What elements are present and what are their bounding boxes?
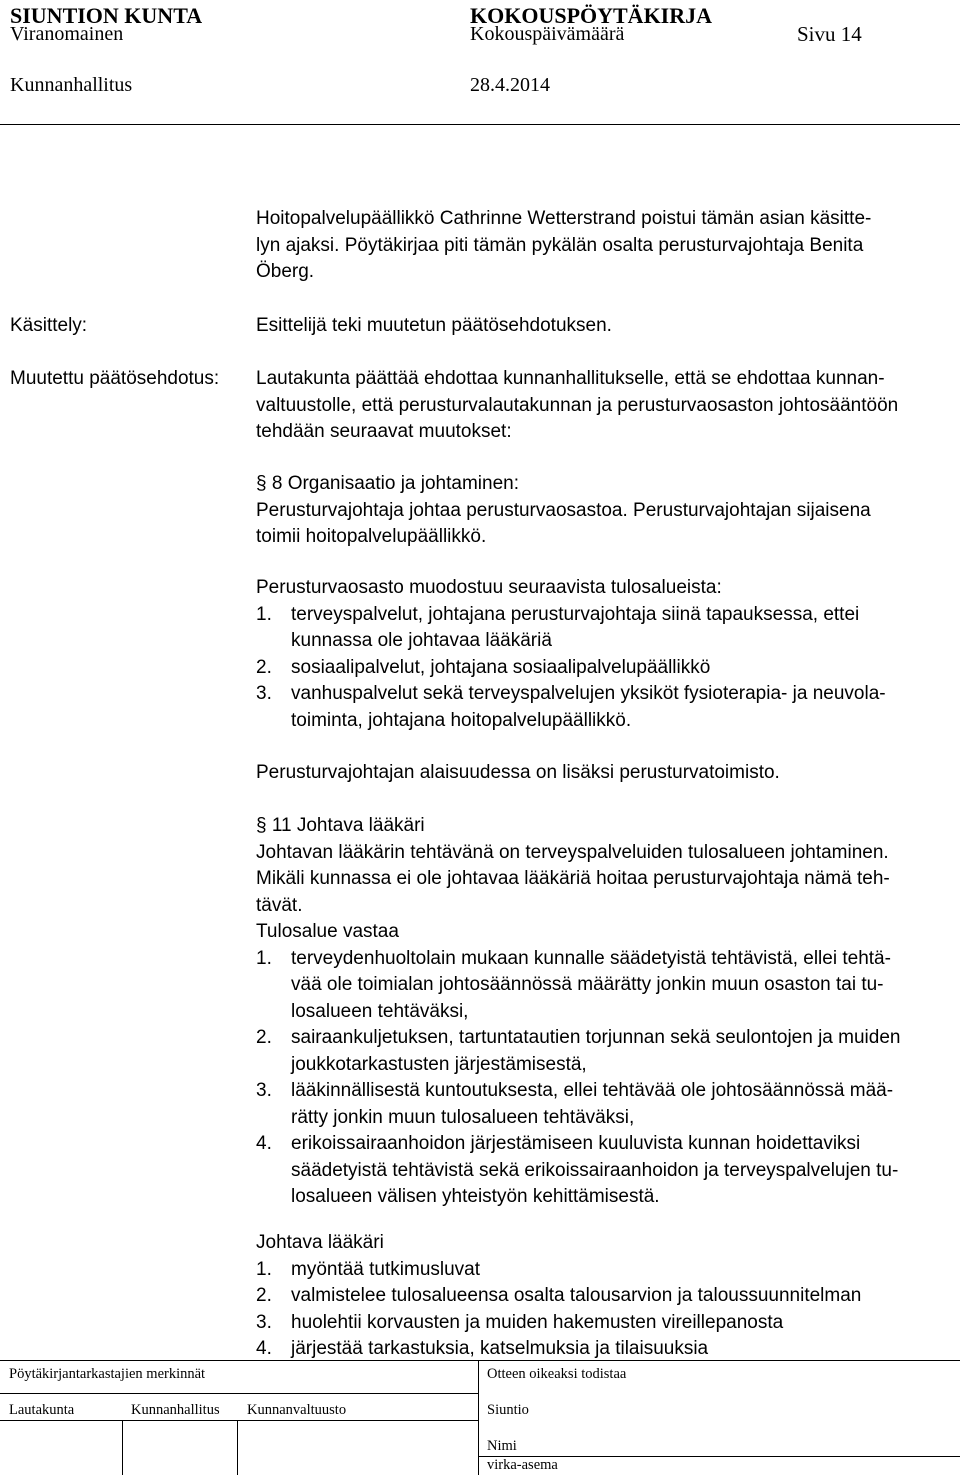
list-text: valmistelee tulosalueensa osalta talousarvion ja taloussuunnitelman	[291, 1285, 862, 1306]
kasittely-line: Esittelijä teki muutetun päätösehdotuksen.	[256, 315, 612, 336]
list-text-cont: toiminta, johtajana hoitopalvelupäällikkö.	[291, 709, 632, 731]
date-label: Kokouspäivämäärä	[470, 23, 625, 45]
proposal-line: tehdään seuraavat muutokset:	[256, 421, 512, 442]
list-text: erikoissairaanhoidon järjestämiseen kuuluvista kunnan hoidettaviksi	[291, 1133, 861, 1154]
list-number: 4.	[256, 1338, 272, 1359]
subordinate-text	[256, 760, 946, 787]
section-11-line: Johtavan lääkärin tehtävänä on terveyspalveluiden tulosalueen johtaminen.	[256, 841, 889, 863]
list-number: 1.	[256, 603, 272, 625]
list-text: vanhuspalvelut sekä terveyspalvelujen yksiköt fysioterapia- ja neuvola-	[291, 683, 886, 704]
list-text: järjestää tarkastuksia, katselmuksia ja tilaisuuksia	[291, 1338, 709, 1359]
list-text-cont: joukkotarkastusten järjestämisestä,	[291, 1053, 587, 1075]
section-8-line: toimii hoitopalvelupäällikkö.	[256, 526, 487, 547]
title-label: virka-asema	[487, 1457, 558, 1473]
list-number: 2.	[256, 1285, 272, 1306]
footer-top-rule	[0, 1360, 960, 1361]
list-item	[256, 602, 946, 629]
chief-physician-block	[256, 1230, 946, 1363]
list-number: 2.	[256, 656, 272, 678]
list-number: 1.	[256, 947, 272, 969]
place-label: Siuntio	[487, 1402, 529, 1418]
list-number: 3.	[256, 683, 272, 704]
list-item	[256, 1283, 946, 1310]
document-type: KOKOUSPÖYTÄKIRJA	[470, 3, 713, 28]
footer-divider	[478, 1360, 479, 1475]
list-text: lääkinnällisestä kuntoutuksesta, ellei tehtävää ole johtosäännössä mää-	[291, 1080, 894, 1101]
subordinate-line: Perusturvajohtajan alaisuudessa on lisäksi perusturvatoimisto.	[256, 762, 780, 783]
list-text: huolehtii korvausten ja muiden hakemusten vireillepanosta	[291, 1311, 784, 1333]
intro-line: Öberg.	[256, 261, 315, 282]
list-item	[256, 1257, 946, 1284]
reviewers-label: Pöytäkirjantarkastajien merkinnät	[9, 1366, 206, 1382]
kasittely-text	[256, 313, 946, 340]
proposal-line: Lautakunta päättää ehdottaa kunnanhallitukselle, että se ehdottaa kunnan-	[256, 368, 885, 389]
list-number: 1.	[256, 1258, 272, 1280]
section-8-line: Perusturvajohtaja johtaa perusturvaosastoa. Perusturvajohtajan sijaisena	[256, 499, 871, 521]
meeting-date: 28.4.2014	[470, 74, 550, 96]
list-text: sairaankuljetuksen, tartuntatautien torjunnan sekä seulontojen ja muiden	[291, 1027, 901, 1048]
list-text-cont: rätty jonkin muun tulosalueen tehtäväksi,	[291, 1106, 635, 1128]
list-number: 2.	[256, 1027, 272, 1048]
footer-cell-divider	[237, 1420, 238, 1475]
list-text-cont: säädetyistä tehtävistä sekä erikoissairaanhoidon ja terveyspalvelujen tu-	[291, 1159, 899, 1181]
list-text-cont: losalueen tehtäväksi,	[291, 1000, 469, 1022]
section-8	[256, 471, 946, 551]
responsible-label: Tulosalue vastaa	[256, 921, 399, 942]
proposal-paragraph	[256, 366, 946, 446]
org-name: SIUNTION KUNTA	[10, 3, 203, 28]
proposal-label: Muutettu päätösehdotus:	[10, 368, 220, 389]
list-text-cont: losalueen välisen yhteistyön kehittämisestä.	[291, 1186, 660, 1207]
list-item	[256, 1078, 946, 1105]
list-item	[256, 1310, 946, 1337]
footer-col-kunnanvaltuusto: Kunnanvaltuusto	[247, 1402, 347, 1418]
section-11-title: § 11 Johtava lääkäri	[256, 815, 425, 836]
footer-rule	[0, 1420, 478, 1421]
kasittely-label: Käsittely:	[10, 315, 88, 336]
certified-label: Otteen oikeaksi todistaa	[487, 1366, 627, 1382]
list-text: terveyspalvelut, johtajana perusturvajohtaja siinä tapauksessa, ettei	[291, 603, 860, 625]
list-text-cont: vää ole toimialan johtosäännössä määrätty jonkin muun osaston tai tu-	[291, 974, 884, 995]
chief-label: Johtava lääkäri	[256, 1232, 384, 1253]
section-11-line: tävät.	[256, 894, 303, 916]
list-item	[256, 1336, 946, 1363]
list-text: sosiaalipalvelut, johtajana sosiaalipalvelupäällikkö	[291, 656, 711, 678]
areas-intro: Perusturvaosasto muodostuu seuraavista tulosalueista:	[256, 577, 722, 598]
list-item	[256, 946, 946, 973]
page-number: Sivu 14	[797, 22, 862, 46]
list-item	[256, 681, 946, 708]
intro-paragraph	[256, 206, 946, 286]
list-text: myöntää tutkimusluvat	[291, 1258, 481, 1280]
list-item	[256, 655, 946, 682]
section-8-title: § 8 Organisaatio ja johtaminen:	[256, 473, 519, 494]
section-11-line: Mikäli kunnassa ei ole johtavaa lääkäriä hoitaa perusturvajohtaja nämä teh-	[256, 868, 890, 889]
list-text: terveydenhuoltolain mukaan kunnalle säädetyistä tehtävistä, ellei tehtä-	[291, 947, 891, 969]
list-number: 3.	[256, 1311, 272, 1333]
footer-col-lautakunta: Lautakunta	[9, 1402, 75, 1418]
areas-block	[256, 575, 946, 734]
section-11	[256, 813, 946, 1211]
authority-value: Kunnanhallitus	[10, 74, 133, 96]
list-text-cont: kunnassa ole johtavaa lääkäriä	[291, 630, 552, 651]
authority-label: Viranomainen	[10, 23, 124, 45]
name-label: Nimi	[487, 1438, 517, 1454]
intro-line: Hoitopalvelupäällikkö Cathrinne Wetterstrand poistui tämän asian käsitte-	[256, 208, 872, 229]
intro-line: lyn ajaksi. Pöytäkirjaa piti tämän pykälän osalta perusturvajohtaja Benita	[256, 234, 864, 256]
proposal-line: valtuustolle, että perusturvalautakunnan ja perusturvaosaston johtosääntöön	[256, 394, 899, 416]
footer-cell-divider	[122, 1420, 123, 1475]
list-number: 4.	[256, 1133, 272, 1154]
list-item	[256, 1131, 946, 1158]
footer-rule	[0, 1393, 478, 1394]
list-item	[256, 1025, 946, 1052]
list-number: 3.	[256, 1080, 272, 1101]
header-divider	[0, 124, 960, 125]
footer-col-kunnanhallitus: Kunnanhallitus	[131, 1402, 220, 1418]
